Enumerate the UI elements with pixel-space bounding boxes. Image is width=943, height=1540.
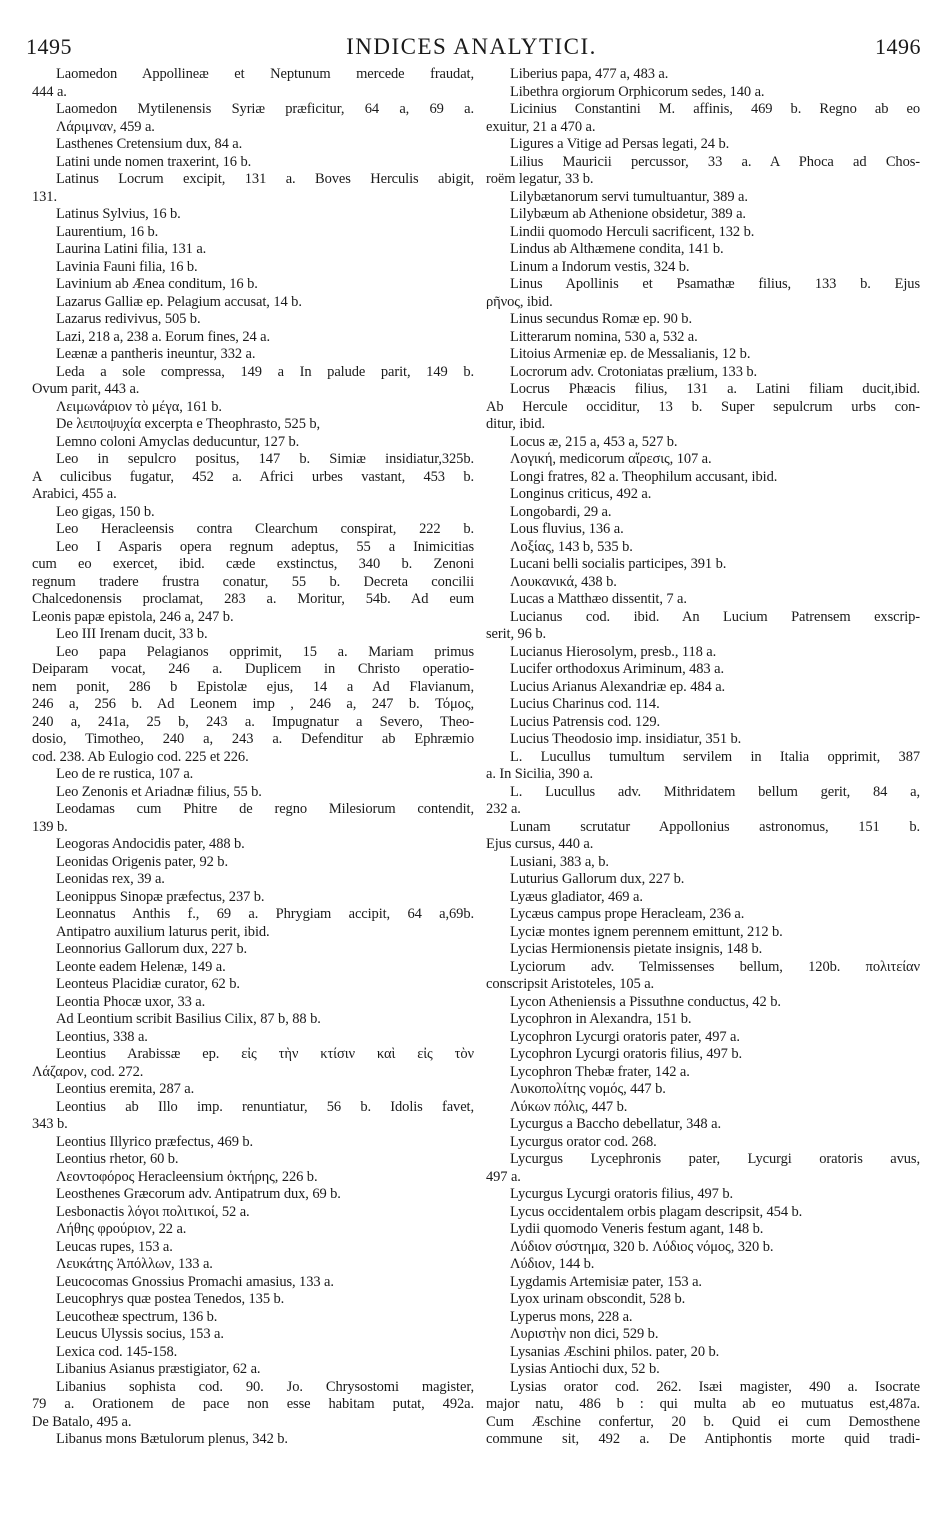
index-line: Antipatro auxilium laturus perit, ibid. <box>56 923 270 940</box>
index-line: Lucius Theodosio imp. insidiatur, 351 b. <box>510 731 742 747</box>
index-line: Linus secundus Romæ ep. 90 b. <box>510 311 692 327</box>
index-line: Leonippus Sinopæ præfectus, 237 b. <box>56 888 265 905</box>
index-line: Lucifer orthodoxus Ariminum, 483 a. <box>510 661 724 677</box>
index-column-left <box>32 66 474 1449</box>
index-line: Lous fluvius, 136 a. <box>510 521 624 537</box>
index-line: Lesbonactis λόγοι πολιτικοί, 52 a. <box>56 1203 250 1220</box>
index-line: Lucius Arianus Alexandriæ ep. 484 a. <box>510 678 726 695</box>
index-line: Ad Leontium scribit Basilius Cilix, 87 b, 88 b. <box>56 1011 321 1027</box>
index-line: Lycurgus orator cod. 268. <box>510 1133 657 1150</box>
index-line: Λευκάτης Ἀπόλλων, 133 a. <box>56 1256 213 1272</box>
index-line: Leo gigas, 150 b. <box>56 503 155 520</box>
index-line: Lyperus mons, 228 a. <box>510 1308 633 1325</box>
index-line: Latinus Locrum excipit, 131 a. Boves Herculis abigit, <box>56 171 474 187</box>
index-line: Latinus Sylvius, 16 b. <box>56 206 181 222</box>
index-line: Lyciorum adv. Telmissenses bellum, 120b. πολιτείαν <box>510 958 920 975</box>
index-line: Λήθης φρούριον, 22 a. <box>56 1221 187 1237</box>
index-line: Laomedon Mytilenensis Syriæ præficitur, 64 a, 69 a. <box>56 101 474 117</box>
index-line: Leda a sole compressa, 149 a In palude parit, 149 b. <box>56 363 474 380</box>
index-line: Leucas rupes, 153 a. <box>56 1238 173 1255</box>
index-line: 131. <box>32 188 57 205</box>
index-line: Linus Apollinis et Psamathæ filius, 133 b. Ejus <box>510 276 920 292</box>
index-line: Lemno coloni Amyclas deducuntur, 127 b. <box>56 433 300 450</box>
index-line: Ejus cursus, 440 a. <box>486 836 594 852</box>
index-column-right <box>486 66 920 1449</box>
index-line: Lyox urinam obscondit, 528 b. <box>510 1291 686 1307</box>
index-line: Leo III Irenam ducit, 33 b. <box>56 626 208 642</box>
index-line: Locrus Phæacis filius, 131 a. Latini filiam ducit,ibid. <box>510 381 920 397</box>
index-line: serit, 96 b. <box>486 626 547 642</box>
index-line: Leo in sepulcro positus, 147 b. Simiæ insidiatur,325b. <box>56 451 474 467</box>
index-line: Lycophron Lycurgi oratoris pater, 497 a. <box>510 1028 740 1045</box>
index-line: Lysias orator cod. 262. Isæi magister, 490 a. Isocrate <box>510 1378 920 1395</box>
index-line: cum eo exercet, ibid. cæde exstinctus, 340 b. Zenoni <box>32 556 474 572</box>
index-line: Lilybætanorum servi tumultuantur, 389 a. <box>510 188 748 205</box>
index-line: Λυκοπολίτης νομός, 447 b. <box>510 1081 666 1097</box>
index-line: 240 a, 241a, 25 b, 243 a. Impugnatur a Severo, Theo- <box>32 713 474 730</box>
index-line: Leucocomas Gnossius Promachi amasius, 133 a. <box>56 1273 334 1290</box>
index-line: 497 a. <box>486 1168 521 1185</box>
index-line: Litoius Armeniæ ep. de Messalianis, 12 b. <box>510 346 751 362</box>
index-line: 139 b. <box>32 818 68 835</box>
index-line: dosio, Timotheo, 240 a, 243 a. Defenditur ab Ephræmio <box>32 731 474 747</box>
index-line: Λουκανικά, 438 b. <box>510 573 617 590</box>
index-line: Lycon Atheniensis a Pissuthne conductus, 42 b. <box>510 993 781 1010</box>
page-header <box>0 0 943 60</box>
page-number-left: 1495 <box>26 34 72 59</box>
index-line: Lindus ab Althæmene condita, 141 b. <box>510 241 724 257</box>
index-line: Locus æ, 215 a, 453 a, 527 b. <box>510 433 678 450</box>
index-line: Leontius rhetor, 60 b. <box>56 1151 179 1167</box>
index-line: 246 a, 256 b. Ad Leonem imp , 246 a, 247 b. Τόμος, <box>32 696 474 712</box>
index-line: Litterarum nomina, 530 a, 532 a. <box>510 328 698 345</box>
index-line: A culicibus fugatur, 452 a. Africi urbes vastant, 453 b. <box>32 468 474 485</box>
index-line: Lilius Mauricii percussor, 33 a. A Phoca ad Chos- <box>510 153 920 170</box>
index-line: Leucus Ulyssis socius, 153 a. <box>56 1326 224 1342</box>
index-line: cod. 238. Ab Eulogio cod. 225 et 226. <box>32 748 249 765</box>
index-line: Lexica cod. 145-158. <box>56 1343 178 1360</box>
index-line: Leontius Arabissæ ep. εἰς τὴν κτίσιν καὶ εἰς τὸν <box>56 1046 474 1062</box>
index-line: Lucianus Hierosolym, presb., 118 a. <box>510 643 717 660</box>
index-line: Lysanias Æschini philos. pater, 20 b. <box>510 1343 720 1360</box>
index-line: Lavinium ab Ænea conditum, 16 b. <box>56 276 258 292</box>
index-line: Leontius, 338 a. <box>56 1028 148 1045</box>
index-line: Leogoras Andocidis pater, 488 b. <box>56 836 245 852</box>
index-line: Lucianus cod. ibid. An Lucium Patrensem exscrip- <box>510 608 920 625</box>
index-line: Lycus occidentalem orbis plagam descripsit, 454 b. <box>510 1203 803 1220</box>
index-line: Lazarus Galliæ ep. Pelagium accusat, 14 b. <box>56 293 302 310</box>
index-line: Λοξίας, 143 b, 535 b. <box>510 538 633 555</box>
index-line: Libanius Asianus præstigiator, 62 a. <box>56 1361 261 1377</box>
index-line: De λειποψυχία excerpta e Theophrasto, 525 b, <box>56 416 321 432</box>
index-line: Liberius papa, 477 a, 483 a. <box>510 66 669 82</box>
index-line: Lycophron in Alexandra, 151 b. <box>510 1011 692 1027</box>
index-line: Λεοντοφόρος Heracleensium ὀκτήρης, 226 b. <box>56 1168 318 1185</box>
index-line: Libanius sophista cod. 90. Jo. Chrysostomi magister, <box>56 1378 474 1395</box>
index-line: Cum Æschine confertur, 20 b. Quid ei cum Demosthene <box>486 1413 920 1430</box>
index-line: ditur, ibid. <box>486 416 546 432</box>
index-line: Leonnatus Anthis f., 69 a. Phrygiam accipit, 64 a,69b. <box>56 906 474 922</box>
index-line: Leo Heracleensis contra Clearchum conspirat, 222 b. <box>56 521 474 537</box>
index-line: 444 a. <box>32 83 67 100</box>
index-line: Lycias Hermionensis pietate insignis, 148 b. <box>510 941 763 957</box>
index-line: Ab Hercule occiditur, 13 b. Super sepulcrum urbs con- <box>486 398 920 415</box>
index-line: Leonte eadem Helenæ, 149 a. <box>56 958 226 975</box>
index-line: roëm legatur, 33 b. <box>486 171 594 187</box>
index-line: Lygdamis Artemisiæ pater, 153 a. <box>510 1273 702 1290</box>
index-line: Deiparam vocat, 246 a. Duplicem in Christo operatio- <box>32 661 474 677</box>
index-line: Lycophron Thebæ frater, 142 a. <box>510 1063 690 1080</box>
index-line: Laurentium, 16 b. <box>56 223 159 240</box>
index-line: Λυριστὴν non dici, 529 b. <box>510 1326 659 1342</box>
index-line: Lucas a Matthæo dissentit, 7 a. <box>510 591 687 607</box>
index-line: Λάριμναν, 459 a. <box>56 118 155 135</box>
index-line: Longinus criticus, 492 a. <box>510 486 652 502</box>
index-line: ρῆνος, ibid. <box>486 293 553 310</box>
index-line: Chalcedonensis proclamat, 283 a. Moritur, 54b. Ad eum <box>32 591 474 607</box>
index-line: Libanus mons Bætulorum plenus, 342 b. <box>56 1431 288 1447</box>
index-line: Lydii quomodo Veneris festum agant, 148 b. <box>510 1221 764 1237</box>
index-line: major natu, 486 b : qui multa ab eo mutuatus est,487a. <box>486 1396 920 1412</box>
index-line: Leontius ab Illo imp. renuntiatur, 56 b. Idolis favet, <box>56 1098 474 1115</box>
index-line: Locrorum adv. Crotoniatas prælium, 133 b. <box>510 363 758 380</box>
index-line: L. Lucullus adv. Mithridatem bellum gerit, 84 a, <box>510 783 920 800</box>
index-line: Leænæ a pantheris ineuntur, 332 a. <box>56 346 256 362</box>
index-line: Leonidas Origenis pater, 92 b. <box>56 853 228 870</box>
index-line: Lycæus campus prope Heracleam, 236 a. <box>510 906 745 922</box>
index-line: Lusiani, 383 a, b. <box>510 853 609 870</box>
index-line: Leo Zenonis et Ariadnæ filius, 55 b. <box>56 783 262 800</box>
index-line: Lazarus redivivus, 505 b. <box>56 311 201 327</box>
index-line: Latini unde nomen traxerint, 16 b. <box>56 153 252 170</box>
index-line: Leontia Phocæ uxor, 33 a. <box>56 993 206 1010</box>
index-line: Λογική, medicorum αἵρεσις, 107 a. <box>510 451 712 467</box>
index-line: 343 b. <box>32 1116 68 1132</box>
index-line: Longi fratres, 82 a. Theophilum accusant, ibid. <box>510 468 778 485</box>
index-line: Leosthenes Græcorum adv. Antipatrum dux, 69 b. <box>56 1186 341 1202</box>
index-line: Lycurgus Lycephronis pater, Lycurgi oratoris avus, <box>510 1151 920 1167</box>
index-line: Longobardi, 29 a. <box>510 503 612 520</box>
index-line: Leo I Asparis opera regnum adeptus, 55 a Inimicitias <box>56 538 474 555</box>
index-line: Leontius Illyrico præfectus, 469 b. <box>56 1133 254 1150</box>
index-line: conscripsit Aristoteles, 105 a. <box>486 976 655 992</box>
index-line: Lazi, 218 a, 238 a. Eorum fines, 24 a. <box>56 328 271 345</box>
index-line: Lycophron Lycurgi oratoris filius, 497 b. <box>510 1046 743 1062</box>
index-line: regnum tradere frustra conatur, 55 b. Decreta concilii <box>32 573 474 590</box>
index-line: Lucius Patrensis cod. 129. <box>510 713 661 730</box>
index-line: Λύκων πόλις, 447 b. <box>510 1098 628 1115</box>
index-line: Libethra orgiorum Orphicorum sedes, 140 a. <box>510 83 765 100</box>
index-line: Lycurgus a Baccho debellatur, 348 a. <box>510 1116 721 1132</box>
index-line: Laomedon Appollineæ et Neptunum mercede fraudat, <box>56 66 474 82</box>
index-line: Lucani belli socialis participes, 391 b. <box>510 556 727 572</box>
index-line: Lunam scrutatur Appollonius astronomus, 151 b. <box>510 818 920 835</box>
index-line: Arabici, 455 a. <box>32 486 117 502</box>
page-title: INDICES ANALYTICI. <box>346 34 597 59</box>
index-line: Lindii quomodo Herculi sacrificent, 132 b. <box>510 223 755 240</box>
index-line: Lasthenes Cretensium dux, 84 a. <box>56 136 243 152</box>
index-line: Ovum parit, 443 a. <box>32 381 140 397</box>
index-line: Leonnorius Gallorum dux, 227 b. <box>56 941 248 957</box>
index-line: 232 a. <box>486 801 521 817</box>
page-number-right: 1496 <box>875 34 921 59</box>
index-line: Lyæus gladiator, 469 a. <box>510 888 643 905</box>
index-line: Leodamas cum Phitre de regno Milesiorum contendit, <box>56 801 474 817</box>
index-line: Leonidas rex, 39 a. <box>56 871 165 887</box>
index-line: a. In Sicilia, 390 a. <box>486 766 594 782</box>
index-line: Lavinia Fauni filia, 16 b. <box>56 258 198 275</box>
index-line: Lilybæum ab Athenione obsidetur, 389 a. <box>510 206 746 222</box>
index-line: Leucophrys quæ postea Tenedos, 135 b. <box>56 1291 285 1307</box>
index-line: Lucius Charinus cod. 114. <box>510 696 660 712</box>
index-line: Λύδιον, 144 b. <box>510 1256 595 1272</box>
index-line: Lysias Antiochi dux, 52 b. <box>510 1361 660 1377</box>
index-line: Λειμωνάριον τὸ μέγα, 161 b. <box>56 398 222 415</box>
index-line: exuitur, 21 a 470 a. <box>486 118 596 135</box>
index-line: De Batalo, 495 a. <box>32 1413 132 1430</box>
index-line: Λάζαρον, cod. 272. <box>32 1063 144 1080</box>
index-line: Leonteus Placidiæ curator, 62 b. <box>56 976 240 992</box>
index-line: Laurina Latini filia, 131 a. <box>56 241 207 257</box>
index-line: Leontius eremita, 287 a. <box>56 1081 195 1097</box>
index-line: Lyciæ montes ignem perennem emittunt, 212 b. <box>510 923 783 940</box>
index-line: Ligures a Vitige ad Persas legati, 24 b. <box>510 136 730 152</box>
index-line: Leo papa Pelagianos opprimit, 15 a. Mariam primus <box>56 643 474 660</box>
index-line: Λύδιον σύστημα, 320 b. Λύδιος νόμος, 320 b. <box>510 1238 774 1255</box>
index-line: Leo de re rustica, 107 a. <box>56 766 194 782</box>
index-line: nem ponit, 286 b Epistolæ ejus, 14 a Ad Flavianum, <box>32 678 474 695</box>
index-line: 79 a. Orationem de pace non esse habitam putat, 492a. <box>32 1396 474 1412</box>
index-line: Licinius Constantini M. affinis, 469 b. Regno ab eo <box>510 101 920 117</box>
index-line: commune sit, 492 a. De Antiphontis morte quid tradi- <box>486 1431 920 1447</box>
index-line: Leonis papæ epistola, 246 a, 247 b. <box>32 608 234 625</box>
index-line: Lycurgus Lycurgi oratoris filius, 497 b. <box>510 1186 734 1202</box>
index-line: L. Lucullus tumultum servilem in Italia opprimit, 387 <box>510 748 920 765</box>
index-line: Luturius Gallorum dux, 227 b. <box>510 871 685 887</box>
index-line: Leucotheæ spectrum, 136 b. <box>56 1308 218 1325</box>
index-line: Linum a Indorum vestis, 324 b. <box>510 258 690 275</box>
